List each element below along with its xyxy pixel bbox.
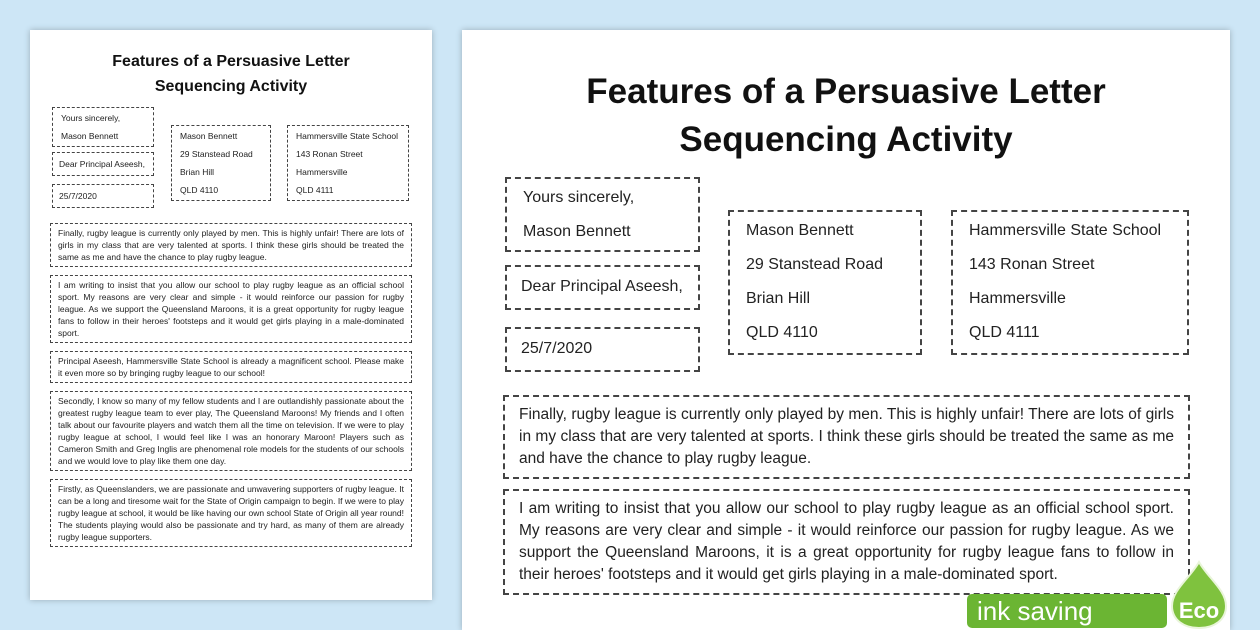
title-line-1: Features of a Persuasive Letter	[112, 53, 350, 70]
card-line: 143 Ronan Street	[969, 256, 1095, 273]
card-line: Mason Bennett	[523, 223, 631, 240]
card-line: Hammersville	[296, 167, 348, 177]
card-line: QLD 4110	[180, 185, 219, 195]
worksheet-thumbnail	[30, 30, 432, 600]
sender-address-card[interactable]	[728, 210, 922, 355]
card-line: Mason Bennett	[746, 222, 854, 239]
card-line: 25/7/2020	[59, 191, 97, 201]
greeting-card[interactable]	[52, 152, 154, 176]
card-line: 29 Stanstead Road	[746, 256, 883, 273]
card-line: Dear Principal Aseesh,	[521, 278, 683, 295]
sign-off-card[interactable]	[505, 177, 700, 252]
card-line: 143 Ronan Street	[296, 149, 363, 159]
recipient-address-card[interactable]	[287, 125, 409, 201]
paragraph-card[interactable]: Finally, rugby league is currently only played by men. This is highly unfair! There are lots of girls in my class that are very talented at sports. I think these girls should be treated the same as me and have the chance to play rugby league.	[50, 223, 412, 267]
card-line: Mason Bennett	[61, 131, 119, 141]
worksheet-preview	[462, 30, 1230, 630]
paragraph-card[interactable]: Secondly, I know so many of my fellow students and I are outlandishly passionate about the greatest rugby league team to ever play, The Queensland Maroons! My friends and I often talk about our favourite players and watch them all the time on television. If we were to play rugby league at school, I would feel like I was an honorary Maroon! Players such as Cameron Smith and Greg Inglis are phenomenal role models for the students of our schools and we would love to play like them one day.	[50, 391, 412, 471]
card-line: Brian Hill	[180, 167, 215, 177]
card-line: Yours sincerely,	[523, 189, 635, 206]
card-line: Mason Bennett	[180, 131, 238, 141]
paragraph-card[interactable]: I am writing to insist that you allow our school to play rugby league as an official school sport. My reasons are very clear and simple - it would reinforce our passion for rugby league. As we support the Queensland Maroons, it is a great opportunity for rugby league fans to follow in their heroes' footsteps and it would get girls playing in a male-dominated sport.	[503, 489, 1190, 595]
worksheet-title	[462, 68, 1230, 164]
card-line: Hammersville	[969, 290, 1066, 307]
ink-saving-badge	[967, 594, 1167, 628]
card-line: Dear Principal Aseesh,	[59, 159, 145, 169]
title-line-2: Sequencing Activity	[679, 120, 1013, 159]
date-card[interactable]	[505, 327, 700, 372]
paragraph-card[interactable]: I am writing to insist that you allow our school to play rugby league as an official school sport. My reasons are very clear and simple - it would reinforce our passion for rugby league. As we support the Queensland Maroons, it is a great opportunity for rugby league fans to follow in their heroes' footsteps and it would get girls playing in a male-dominated sport.	[50, 275, 412, 343]
date-card[interactable]	[52, 184, 154, 208]
card-line: 25/7/2020	[521, 340, 593, 357]
card-line: Hammersville State School	[296, 131, 399, 141]
card-line: QLD 4111	[296, 185, 334, 195]
paragraph-card[interactable]: Principal Aseesh, Hammersville State School is already a magnificent school. Please make it even more so by bringing rugby league to our school!	[50, 351, 412, 383]
sign-off-card[interactable]	[52, 107, 154, 147]
worksheet-title	[30, 49, 432, 99]
card-line: 29 Stanstead Road	[180, 149, 253, 159]
paragraph-card[interactable]: Firstly, as Queenslanders, we are passionate and unwavering supporters of rugby league. It can be a long and tiresome wait for the State of Origin campaign to begin. If we were to play rugby league at school, it would be like having our own school State of Origin all year round! The students playing would also be passionate and try hard, as many of them are already rugby league supporters.	[50, 479, 412, 547]
eco-label: Eco	[1178, 598, 1220, 623]
card-line: QLD 4110	[746, 324, 818, 341]
recipient-address-card[interactable]	[951, 210, 1189, 355]
card-line: QLD 4111	[969, 324, 1040, 341]
paragraph-card[interactable]: Finally, rugby league is currently only played by men. This is highly unfair! There are lots of girls in my class that are very talented at sports. I think these girls should be treated the same as me and have the chance to play rugby league.	[503, 395, 1190, 479]
title-line-1: Features of a Persuasive Letter	[586, 72, 1106, 111]
card-line: Yours sincerely,	[61, 113, 121, 123]
ink-saving-label: ink saving	[977, 596, 1093, 626]
card-line: Hammersville State School	[969, 222, 1162, 239]
card-line: Brian Hill	[746, 290, 811, 307]
title-line-2: Sequencing Activity	[154, 78, 308, 95]
paragraph-cards	[503, 395, 1190, 605]
sender-address-card[interactable]	[171, 125, 271, 201]
greeting-card[interactable]	[505, 265, 700, 310]
paragraph-cards	[50, 223, 412, 555]
